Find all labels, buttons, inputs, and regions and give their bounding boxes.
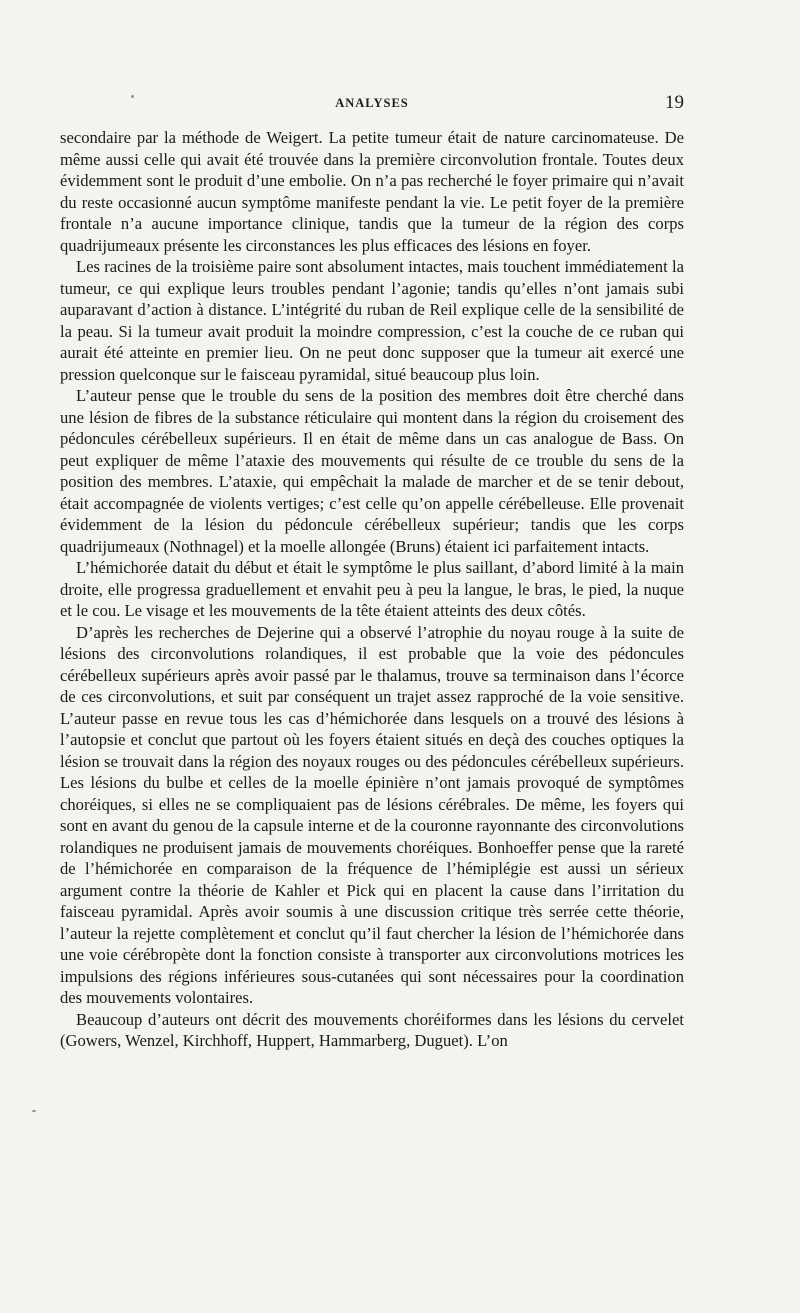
paragraph-continuation: secondaire par la méthode de Weigert. La petite tumeur était de nature carcinomateuse. De même aussi celle qui avait été trouvée dans la première circonvolution frontale. Toutes deux évidemment sont le produit d’une embolie. On n’a pas recherché le foyer primaire qui n’avait du reste occasionné aucun symptôme manifeste pendant la vie. Le petit foyer de la première frontale n’a aucune importance clinique, tandis que la tumeur de la région des corps quadrijumeaux présente les circonstances les plus efficaces des lésions en foyer. <box>60 128 684 255</box>
paragraph: L’hémichorée datait du début et était le symptôme le plus saillant, d’abord limité à la main droite, elle progressa graduellement et envahit peu à peu la langue, le bras, le pied, la nuque et le cou. Le visage et les mouvements de la tête étaient atteints des deux côtés. <box>60 558 684 620</box>
paragraph: Les racines de la troisième paire sont absolument intactes, mais touchent immédiatement la tumeur, ce qui explique leurs troubles pendant l’agonie; tandis qu’elles n’ont jamais subi auparavant d’action à distance. L’intégrité du ruban de Reil explique celle de la sensibilité de la peau. Si la tumeur avait produit la moindre compression, c’est la couche de ce ruban qui aurait été atteinte en premier lieu. On ne peut donc supposer que la tumeur ait exercé une pression quelconque sur le faisceau pyramidal, situé beaucoup plus loin. <box>60 257 684 384</box>
print-speck <box>131 95 134 98</box>
print-speck <box>32 1110 36 1112</box>
paragraph: L’auteur pense que le trouble du sens de la position des membres doit être cherché dans une lésion de fibres de la substance réticulaire qui montent dans la région du croisement des pédoncules cérébelleux supérieurs. Il en était de même dans un cas analogue de Bass. On peut expliquer de même l’ataxie des mouvements qui résulte de ce trouble du sens de la position des membres. L’ataxie, qui empêchait la malade de marcher et de se tenir debout, était accompagnée de violents vertiges; c’est celle qu’on appelle cérébelleuse. Elle provenait évidemment de la lésion du pédoncule cérébelleux supérieur; tandis que les corps quadrijumeaux (Nothnagel) et la moelle allongée (Bruns) étaient ici parfaitement intacts. <box>60 386 684 556</box>
body-text <box>60 127 684 1297</box>
paragraph: Beaucoup d’auteurs ont décrit des mouvements choréiformes dans les lésions du cervelet (Gowers, Wenzel, Kirchhoff, Huppert, Hammarberg, Duguet). L’on <box>60 1009 684 1050</box>
paragraph: D’après les recherches de Dejerine qui a observé l’atrophie du noyau rouge à la suite de lésions des circonvolutions rolandiques, il est probable que la voie des pédoncules cérébelleux supérieurs après avoir passé par le thalamus, trouve sa terminaison dans l’écorce de ces circonvolutions, et suit par conséquent un trajet assez rapproché de la voie sensitive. L’auteur passe en revue tous les cas d’hémichorée dans lesquels on a trouvé des lésions à l’autopsie et conclut que partout où les foyers étaient situés en deçà des couches optiques la lésion se trouvait dans la région des noyaux rouges ou des pédoncules cérébelleux supérieurs. Les lésions du bulbe et celles de la moelle épinière n’ont jamais provoqué de symptômes choréiques, si elles ne se compliquaient pas de lésions cérébrales. De même, les foyers qui sont en avant du genou de la capsule interne et de la couronne rayonnante des circonvolutions rolandiques ne produisent jamais de mouvements choréiques. Bonhoeffer pense que la rareté de l’hémichorée en comparaison de la fréquence de l’hémiplégie est aussi un sérieux argument contre la théorie de Kahler et Pick qui en placent la cause dans l’irritation du faisceau pyramidal. Après avoir soumis à une discussion critique très serrée cette théorie, l’auteur la rejette complètement et conclut qu’il faut chercher la lésion de l’hémichorée dans une voie cérébropète dont la fonction consiste à transporter aux circonvolutions motrices les impulsions des régions inférieures sous-cutanées qui sont nécessaires pour la coordination des mouvements volontaires. <box>60 622 684 1007</box>
page-header <box>60 92 684 116</box>
running-title: ANALYSES <box>335 96 409 110</box>
page-number: 19 <box>665 92 684 113</box>
